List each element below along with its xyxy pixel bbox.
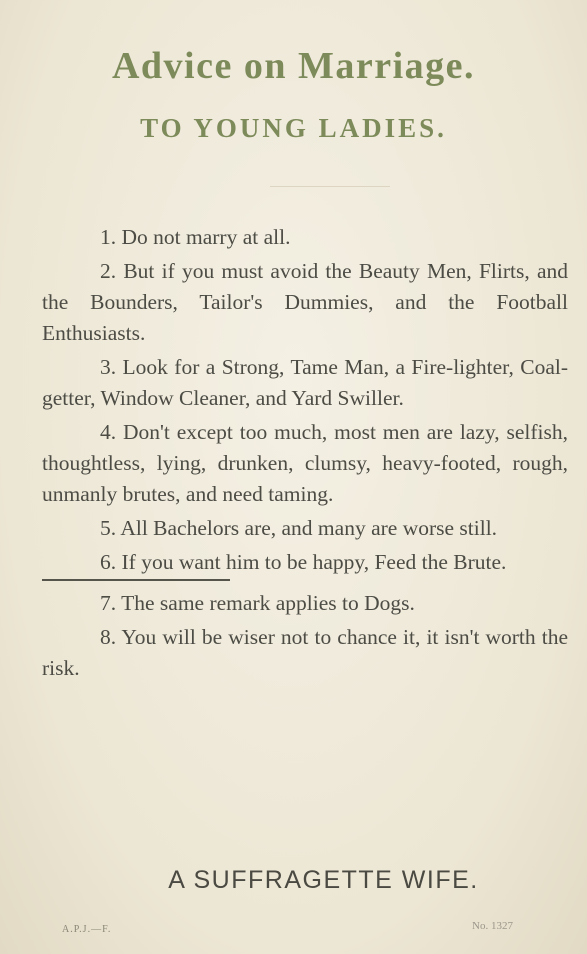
list-item <box>42 222 568 253</box>
publisher-code: A.P.J.—F. <box>62 924 112 935</box>
list-item <box>42 547 568 578</box>
item-number: 6. <box>100 550 117 574</box>
divider <box>270 186 390 187</box>
item-number: 1. <box>100 225 117 249</box>
list-item <box>42 513 568 544</box>
item-number: 7. <box>100 591 117 615</box>
item-number: 4. <box>100 420 117 444</box>
item-text: Don't except too much, most men are lazy, selfish, thoughtless, lying, drunken, clumsy, heavy-footed, rough, unmanly brutes, and need taming. <box>42 420 569 506</box>
advice-list <box>42 222 568 687</box>
list-item <box>42 256 568 349</box>
list-item <box>42 588 568 619</box>
item-text: But if you must avoid the Beauty Men, Flirts, and the Bounders, Tailor's Dummies, and the Football Enthusiasts. <box>42 259 568 345</box>
section-rule <box>42 579 230 581</box>
list-item <box>42 352 568 414</box>
item-number: 5. <box>100 516 117 540</box>
item-text: Do not marry at all. <box>121 225 291 249</box>
signature: A SUFFRAGETTE WIFE. <box>168 866 479 894</box>
page-title: Advice on Marriage. <box>111 45 476 87</box>
item-text: All Bachelors are, and many are worse still. <box>120 516 498 540</box>
list-item <box>42 417 568 510</box>
list-item <box>42 622 568 684</box>
item-number: 8. <box>100 625 117 649</box>
item-text: If you want him to be happy, Feed the Brute. <box>121 550 507 574</box>
page-subtitle: TO YOUNG LADIES. <box>140 113 447 143</box>
item-number: 2. <box>100 259 117 283</box>
item-text: You will be wiser not to chance it, it isn't worth the risk. <box>42 625 569 680</box>
item-number: 3. <box>100 355 117 379</box>
card-number: No. 1327 <box>472 920 513 932</box>
item-text: The same remark applies to Dogs. <box>121 591 415 615</box>
item-text: Look for a Strong, Tame Man, a Fire-lighter, Coal-getter, Window Cleaner, and Yard Swiller. <box>42 355 568 410</box>
